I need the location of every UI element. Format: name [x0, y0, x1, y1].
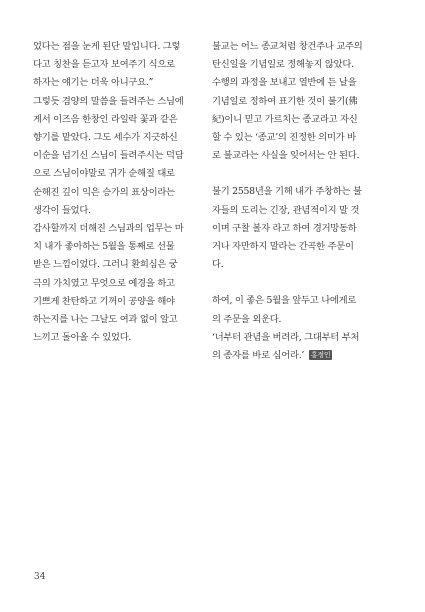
text-line: 감사할까지 더해진 스님과의 업무는 마 [33, 223, 184, 235]
text-line: 그렇듯 겸양의 말씀을 들려주는 스님에 [33, 95, 184, 107]
text-line: 이며 구찰 볼자 라고 하여 경거망동하 [212, 222, 357, 234]
text-line: 수행의 과정을 보내고 열반에 든 날을 [212, 77, 357, 89]
text-line: 불기 2558년을 기해 내가 주창하는 불 [212, 186, 362, 198]
text-line: 었다는 점을 눈게 된단 말입니다. 그렇 [33, 41, 181, 52]
text-line: 할 수 있는 ‘종교’의 진정한 의미가 바 [212, 132, 356, 144]
text-line: 받은 느낌이었다. 그러니 환희심은 궁 [33, 259, 178, 271]
text-line: 紀)이니 믿고 가르치는 종교라고 자신 [212, 113, 358, 125]
text-line: 으로 스님이야말로 귀가 순해질 대로 [33, 168, 175, 180]
text-line: 게서 이즈음 한창인 라일락 꽃과 같은 [33, 113, 178, 125]
text-line: 치 내가 좋아하는 5월을 통째로 선물 [33, 241, 175, 253]
text-line: 순해진 깊이 익은 승가의 표상이라는 [33, 186, 175, 198]
text-line: 하자는 얘기는 더욱 아니구요.” [33, 77, 154, 89]
text-line: 생각이 들었다. [33, 204, 91, 216]
right-column [212, 38, 390, 365]
text-line: 기쁘게 찬탄하고 기꺼이 공양을 해야 [33, 295, 175, 307]
left-column [33, 38, 203, 347]
text-line: 기념일로 정하여 표기한 것이 불기(佛 [212, 95, 358, 107]
text-line: 이순을 넘기신 스님이 들려주시는 덕담 [33, 150, 184, 162]
text-line: 향기를 맡았다. 그도 세수가 지긋하신 [33, 132, 178, 144]
author-signature-label: 홍정인 [310, 351, 331, 360]
text-line: 자들의 도리는 긴장, 관념적이지 말 것 [212, 204, 360, 216]
text-line: 의 주문을 외운다. [212, 313, 282, 325]
quote-line-last [212, 347, 390, 365]
text-line: 다고 칭찬을 듣고자 보여주기 식으로 [33, 59, 175, 71]
text-line: 하는지를 나는 그날도 여과 없이 알고 [33, 314, 178, 326]
text-line: 탄신일을 기념일로 정해놓지 않았다. [212, 59, 354, 71]
paragraph-gap [212, 165, 390, 183]
quote-text: 의 종자를 바로 심어라.’ [212, 350, 305, 362]
text-line: 불교는 어느 종교처럼 창건주나 교주의 [212, 41, 363, 52]
text-line: 하여, 이 좋은 5월을 앞두고 나에게로 [212, 295, 357, 307]
paragraph-gap [212, 274, 390, 292]
page-number: 34 [34, 572, 46, 582]
text-line: 로 불교라는 사실을 잊어서는 안 된다. [212, 150, 360, 162]
text-line: 느끼고 돌아올 수 있었다. [33, 332, 132, 344]
text-line: 극의 가치였고 무엇으로 예경을 하고 [33, 277, 175, 289]
text-line: 거나 자만하지 말라는 간곡한 주문이 [212, 241, 354, 253]
quote-line: ‘너부터 관념을 버려라, 그대부터 부처 [212, 331, 360, 343]
text-line: 다. [212, 259, 224, 271]
